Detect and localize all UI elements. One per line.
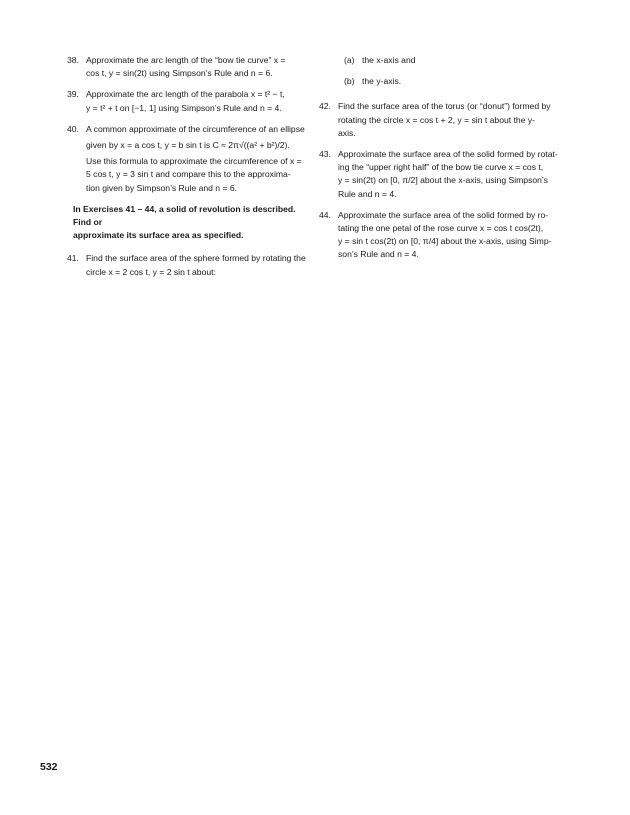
exercise-43 [319, 148, 558, 201]
exercise-40 [67, 123, 307, 195]
exercise-line: y = sin(2t) on [0, π/2] about the x-axis, using Simpson’s [338, 175, 548, 186]
exercise-41-part-a [319, 54, 558, 67]
exercise-39 [67, 88, 307, 114]
exercise-line: tating the one petal of the rose curve x = cos t cos(2t), [338, 223, 544, 234]
exercise-line: tion given by Simpson’s Rule and n = 6. [86, 182, 238, 193]
exercise-line: given by x = a cos t, y = b sin t is C ≈ 2π√((a² + b²)/2). [86, 140, 290, 151]
exercise-line: Find the surface area of the sphere formed by rotating the [86, 253, 306, 264]
exercise-line: y = t² + t on [−1, 1] using Simpson’s Rule and n = 4. [86, 102, 282, 113]
exercise-38 [67, 54, 307, 80]
part-text: the x-axis and [362, 55, 416, 65]
section-heading [73, 203, 307, 243]
exercise-line: rotating the circle x = cos t + 2, y = sin t about the y- [338, 114, 536, 125]
exercise-line: Rule and n = 4. [338, 188, 397, 199]
heading-line: approximate its surface area as specified. [73, 230, 244, 241]
exercise-text [86, 252, 307, 278]
exercise-text [338, 148, 558, 201]
exercise-line: Approximate the surface area of the solid formed by ro- [338, 209, 549, 220]
part-text: the y-axis. [362, 76, 402, 87]
exercise-41 [67, 252, 307, 278]
exercise-text [86, 54, 307, 80]
exercise-line: circle x = 2 cos t, y = 2 sin t about: [86, 266, 216, 277]
exercise-number: 43. [319, 149, 331, 160]
exercise-text [86, 88, 307, 114]
exercise-text [338, 209, 558, 262]
part-label: (a) [344, 55, 355, 65]
exercise-line: ing the “upper right half” of the bow tie curve x = cos t, [338, 162, 544, 173]
left-column [67, 54, 307, 287]
exercise-number: 39. [67, 89, 79, 100]
exercise-42 [319, 100, 558, 140]
exercise-line: Use this formula to approximate the circumference of x = [86, 156, 302, 167]
exercise-number: 44. [319, 209, 331, 220]
exercise-44 [319, 209, 558, 262]
exercise-line: 5 cos t, y = 3 sin t and compare this to the approxima- [86, 169, 291, 180]
exercise-line: Approximate the arc length of the parabola x = t² − t, [86, 89, 285, 100]
exercise-line: axis. [338, 127, 356, 138]
exercise-number: 40. [67, 123, 79, 134]
exercise-text [338, 100, 558, 140]
page-number: 532 [40, 761, 58, 773]
exercise-line: Approximate the surface area of the solid formed by rotat- [338, 149, 558, 160]
exercise-number: 42. [319, 101, 331, 112]
exercise-line: y = sin t cos(2t) on [0, π/4] about the x-axis, using Simp- [338, 236, 552, 247]
exercise-line: Find the surface area of the torus (or “donut”) formed by [338, 101, 551, 112]
right-column [319, 54, 558, 270]
exercise-number: 41. [67, 253, 79, 264]
exercise-41-part-b [319, 75, 558, 88]
heading-line: In Exercises 41 – 44, a solid of revolution is described. Find or [73, 203, 296, 228]
part-label: (b) [344, 76, 355, 87]
exercise-number: 38. [67, 55, 79, 65]
exercise-line: Approximate the arc length of the “bow tie curve” x = [86, 55, 286, 65]
exercise-line: A common approximate of the circumference of an ellipse [86, 123, 305, 134]
exercise-line: cos t, y = sin(2t) using Simpson’s Rule and n = 6. [86, 68, 273, 79]
exercise-text [86, 123, 307, 195]
exercise-line: son’s Rule and n = 4. [338, 249, 419, 260]
